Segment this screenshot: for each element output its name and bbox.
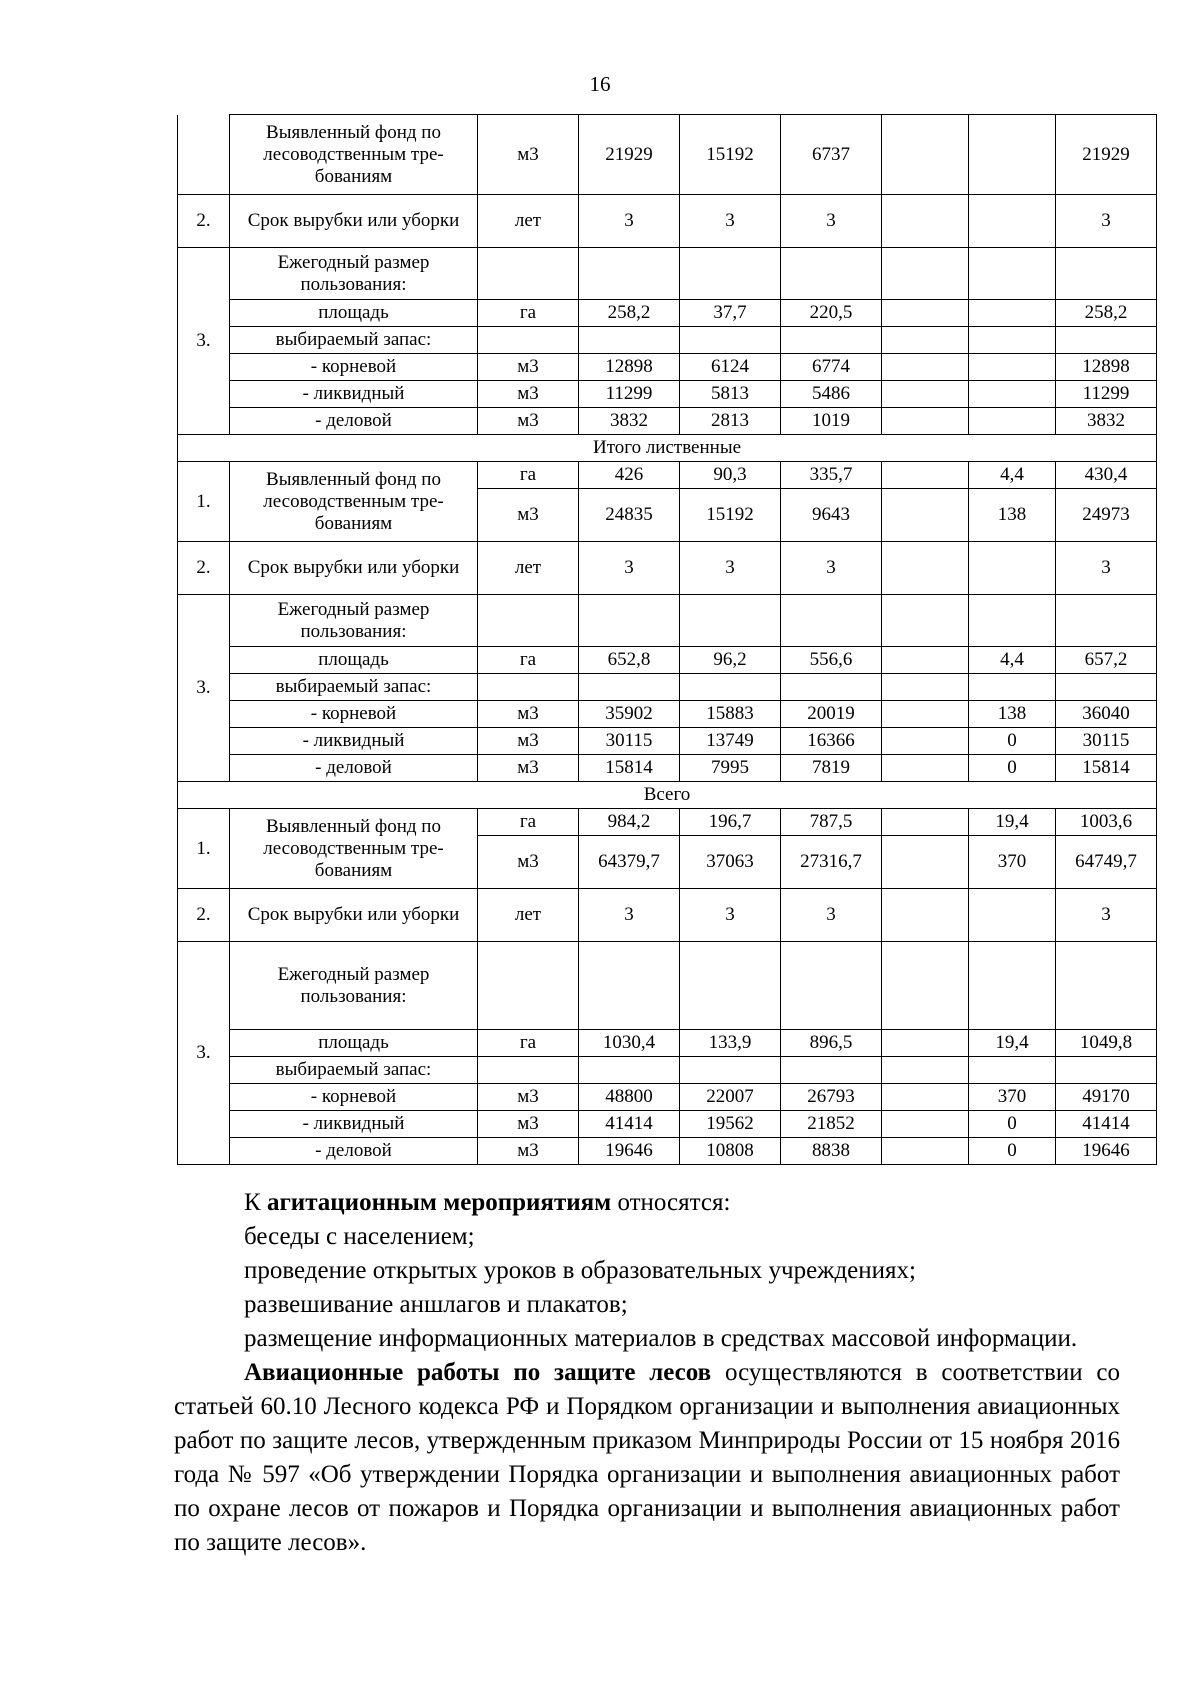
value-cell: 1019 <box>781 408 882 435</box>
table-row <box>178 381 1157 408</box>
value-cell: 19646 <box>1056 1138 1157 1165</box>
value-cell: 370 <box>969 836 1056 889</box>
value-cell: 11299 <box>1056 381 1157 408</box>
table-row <box>178 1084 1157 1111</box>
table-row <box>178 1057 1157 1084</box>
value-cell: 3832 <box>1056 408 1157 435</box>
value-cell: 138 <box>969 489 1056 542</box>
value-cell: 15814 <box>579 755 680 782</box>
value-cell: 6737 <box>781 115 882 195</box>
value-cell <box>882 755 969 782</box>
value-cell: 335,7 <box>781 462 882 489</box>
row-label: - ликвидный <box>230 381 478 408</box>
table-row <box>178 248 1157 300</box>
row-number: 1. <box>178 809 230 889</box>
value-cell: 15192 <box>680 115 781 195</box>
value-cell: 3 <box>781 542 882 595</box>
value-cell: 5486 <box>781 381 882 408</box>
bold-term: Авиационные работы по защите лесов <box>244 1359 712 1386</box>
row-label: площадь <box>230 1030 478 1057</box>
value-cell: 8838 <box>781 1138 882 1165</box>
value-cell: 37,7 <box>680 300 781 327</box>
value-cell: 3832 <box>579 408 680 435</box>
value-cell: 657,2 <box>1056 647 1157 674</box>
value-cell <box>882 354 969 381</box>
table-row <box>178 755 1157 782</box>
value-cell: 3 <box>781 889 882 942</box>
value-cell <box>882 381 969 408</box>
value-cell <box>969 195 1056 248</box>
value-cell: 2813 <box>680 408 781 435</box>
value-cell: 13749 <box>680 728 781 755</box>
table-row <box>178 1030 1157 1057</box>
paragraph-item: развешивание аншлагов и плакатов; <box>244 1291 628 1318</box>
row-label: - деловой <box>230 755 478 782</box>
paragraph-item: проведение открытых уроков в образовательных учреждениях; <box>244 1257 916 1284</box>
value-cell <box>882 836 969 889</box>
value-cell: 96,2 <box>680 647 781 674</box>
value-cell: 24835 <box>579 489 680 542</box>
row-label: - ликвидный <box>230 1111 478 1138</box>
value-cell: 6124 <box>680 354 781 381</box>
table-block-1 <box>178 115 1157 435</box>
unit-cell: м3 <box>478 1138 579 1165</box>
value-cell: 896,5 <box>781 1030 882 1057</box>
value-cell <box>969 408 1056 435</box>
row-label: - деловой <box>230 408 478 435</box>
row-label: Ежегодный размер пользования: <box>230 595 478 647</box>
value-cell: 19,4 <box>969 1030 1056 1057</box>
value-cell <box>882 1111 969 1138</box>
row-label: площадь <box>230 300 478 327</box>
unit-cell: га <box>478 462 579 489</box>
row-number: 3. <box>178 248 230 435</box>
table-row <box>178 1138 1157 1165</box>
value-cell: 1030,4 <box>579 1030 680 1057</box>
row-label: - ликвидный <box>230 728 478 755</box>
unit-cell: лет <box>478 195 579 248</box>
value-cell <box>882 408 969 435</box>
row-number: 3. <box>178 595 230 782</box>
value-cell <box>969 115 1056 195</box>
value-cell: 15814 <box>1056 755 1157 782</box>
table-row <box>178 728 1157 755</box>
value-cell: 370 <box>969 1084 1056 1111</box>
row-label: - деловой <box>230 1138 478 1165</box>
unit-cell: га <box>478 1030 579 1057</box>
value-cell: 20019 <box>781 701 882 728</box>
value-cell <box>969 889 1056 942</box>
value-cell: 0 <box>969 1138 1056 1165</box>
row-label: Ежегодный размер пользования: <box>230 942 478 1030</box>
table-row <box>178 195 1157 248</box>
table-row <box>178 354 1157 381</box>
value-cell: 27316,7 <box>781 836 882 889</box>
value-cell: 15883 <box>680 701 781 728</box>
row-label: - корневой <box>230 1084 478 1111</box>
value-cell: 7995 <box>680 755 781 782</box>
value-cell: 138 <box>969 701 1056 728</box>
table-row <box>178 889 1157 942</box>
table-row <box>178 115 1157 195</box>
unit-cell: лет <box>478 889 579 942</box>
row-number: 2. <box>178 889 230 942</box>
row-label: Выявленный фонд по лесоводственным тре-бованиям <box>230 462 478 542</box>
value-cell: 430,4 <box>1056 462 1157 489</box>
table-row <box>178 300 1157 327</box>
row-number: 2. <box>178 542 230 595</box>
value-cell: 21929 <box>1056 115 1157 195</box>
value-cell: 22007 <box>680 1084 781 1111</box>
section-row <box>178 435 1157 462</box>
value-cell: 4,4 <box>969 647 1056 674</box>
value-cell: 49170 <box>1056 1084 1157 1111</box>
value-cell: 12898 <box>579 354 680 381</box>
row-label: площадь <box>230 647 478 674</box>
table-row <box>178 701 1157 728</box>
value-cell: 64749,7 <box>1056 836 1157 889</box>
row-number: 1. <box>178 462 230 542</box>
table-row <box>178 1111 1157 1138</box>
value-cell: 41414 <box>579 1111 680 1138</box>
value-cell: 37063 <box>680 836 781 889</box>
section-row <box>178 782 1157 809</box>
unit-cell: м3 <box>478 728 579 755</box>
unit-cell: м3 <box>478 115 579 195</box>
bold-term: агитационным мероприятиям <box>266 1189 612 1216</box>
value-cell: 3 <box>781 195 882 248</box>
paragraph-agitation: К агитационным мероприятиям относятся: <box>244 1189 731 1216</box>
value-cell: 90,3 <box>680 462 781 489</box>
value-cell <box>882 462 969 489</box>
unit-cell: га <box>478 300 579 327</box>
value-cell <box>882 889 969 942</box>
unit-cell: лет <box>478 542 579 595</box>
body-text <box>174 1186 1120 1560</box>
value-cell <box>969 381 1056 408</box>
paragraph-aviation: Авиационные работы по защите лесов осуществляются в соответствии со статьей 60.10 Лесного кодекса РФ и Порядком организации и выполнения авиационных работ по защите лесов, утвержденным приказом Минприроды России от 15 ноября 2016 года № 597 «Об утверждении Порядка организации и выполнения авиационных работ по охране лесов от пожаров и Порядка организации и выполнения авиационных работ по защите лесов». <box>174 1359 1120 1556</box>
table-row <box>178 595 1157 647</box>
value-cell <box>882 809 969 836</box>
table-block-2 <box>178 435 1157 782</box>
value-cell: 3 <box>1056 889 1157 942</box>
value-cell: 35902 <box>579 701 680 728</box>
unit-cell: м3 <box>478 755 579 782</box>
section-title: Итого лиственные <box>178 435 1157 462</box>
value-cell: 21852 <box>781 1111 882 1138</box>
value-cell: 3 <box>1056 195 1157 248</box>
value-cell <box>969 354 1056 381</box>
unit-cell: м3 <box>478 489 579 542</box>
value-cell: 258,2 <box>579 300 680 327</box>
value-cell: 24973 <box>1056 489 1157 542</box>
value-cell <box>882 728 969 755</box>
value-cell: 21929 <box>579 115 680 195</box>
unit-cell: га <box>478 647 579 674</box>
row-number: 3. <box>178 942 230 1165</box>
row-label: Срок вырубки или уборки <box>230 195 478 248</box>
value-cell <box>882 1030 969 1057</box>
paragraph-item: беседы с населением; <box>244 1223 475 1250</box>
unit-cell: м3 <box>478 354 579 381</box>
value-cell: 652,8 <box>579 647 680 674</box>
value-cell <box>969 300 1056 327</box>
value-cell: 258,2 <box>1056 300 1157 327</box>
value-cell: 48800 <box>579 1084 680 1111</box>
table-row <box>178 647 1157 674</box>
table-row <box>178 327 1157 354</box>
forest-use-table <box>177 114 1157 1165</box>
row-label: - корневой <box>230 701 478 728</box>
unit-cell: м3 <box>478 836 579 889</box>
row-number: 2. <box>178 195 230 248</box>
paragraph-item: размещение информационных материалов в средствах массовой информации. <box>244 1325 1078 1352</box>
table-row <box>178 809 1157 836</box>
table-row <box>178 542 1157 595</box>
table-block-3 <box>178 782 1157 1165</box>
row-label: Ежегодный размер пользования: <box>230 248 478 300</box>
value-cell <box>969 542 1056 595</box>
value-cell: 3 <box>680 542 781 595</box>
value-cell <box>882 115 969 195</box>
value-cell <box>882 647 969 674</box>
value-cell: 19562 <box>680 1111 781 1138</box>
value-cell: 26793 <box>781 1084 882 1111</box>
value-cell: 19,4 <box>969 809 1056 836</box>
value-cell: 30115 <box>579 728 680 755</box>
value-cell <box>882 195 969 248</box>
table-row <box>178 674 1157 701</box>
value-cell: 9643 <box>781 489 882 542</box>
value-cell: 3 <box>680 889 781 942</box>
unit-cell: м3 <box>478 701 579 728</box>
row-label: Срок вырубки или уборки <box>230 542 478 595</box>
value-cell: 220,5 <box>781 300 882 327</box>
value-cell: 19646 <box>579 1138 680 1165</box>
row-label: - корневой <box>230 354 478 381</box>
value-cell <box>882 1084 969 1111</box>
value-cell: 30115 <box>1056 728 1157 755</box>
unit-cell: м3 <box>478 1084 579 1111</box>
value-cell: 41414 <box>1056 1111 1157 1138</box>
table-row <box>178 942 1157 1030</box>
row-label: выбираемый запас: <box>230 674 478 701</box>
value-cell: 196,7 <box>680 809 781 836</box>
row-label: выбираемый запас: <box>230 1057 478 1084</box>
row-label: Срок вырубки или уборки <box>230 889 478 942</box>
value-cell: 984,2 <box>579 809 680 836</box>
value-cell <box>882 489 969 542</box>
value-cell: 787,5 <box>781 809 882 836</box>
value-cell <box>882 300 969 327</box>
value-cell: 36040 <box>1056 701 1157 728</box>
value-cell <box>882 701 969 728</box>
value-cell: 7819 <box>781 755 882 782</box>
value-cell: 3 <box>579 542 680 595</box>
value-cell: 6774 <box>781 354 882 381</box>
value-cell: 4,4 <box>969 462 1056 489</box>
table-row <box>178 462 1157 489</box>
value-cell: 3 <box>579 889 680 942</box>
page-number: 16 <box>589 72 611 96</box>
value-cell: 0 <box>969 755 1056 782</box>
value-cell <box>882 1138 969 1165</box>
unit-cell: га <box>478 809 579 836</box>
value-cell: 5813 <box>680 381 781 408</box>
unit-cell: м3 <box>478 381 579 408</box>
value-cell: 10808 <box>680 1138 781 1165</box>
table-row <box>178 408 1157 435</box>
section-title: Всего <box>178 782 1157 809</box>
value-cell <box>882 542 969 595</box>
unit-cell: м3 <box>478 1111 579 1138</box>
value-cell: 3 <box>1056 542 1157 595</box>
row-label: Выявленный фонд по лесоводственным тре-бованиям <box>230 809 478 889</box>
row-label: Выявленный фонд по лесоводственным тре-бованиям <box>230 115 478 195</box>
value-cell: 15192 <box>680 489 781 542</box>
value-cell: 1049,8 <box>1056 1030 1157 1057</box>
value-cell: 0 <box>969 1111 1056 1138</box>
value-cell: 64379,7 <box>579 836 680 889</box>
value-cell: 3 <box>680 195 781 248</box>
row-label: выбираемый запас: <box>230 327 478 354</box>
unit-cell: м3 <box>478 408 579 435</box>
value-cell: 16366 <box>781 728 882 755</box>
value-cell: 556,6 <box>781 647 882 674</box>
value-cell: 0 <box>969 728 1056 755</box>
value-cell: 426 <box>579 462 680 489</box>
value-cell: 1003,6 <box>1056 809 1157 836</box>
value-cell: 133,9 <box>680 1030 781 1057</box>
value-cell: 3 <box>579 195 680 248</box>
value-cell: 12898 <box>1056 354 1157 381</box>
value-cell: 11299 <box>579 381 680 408</box>
